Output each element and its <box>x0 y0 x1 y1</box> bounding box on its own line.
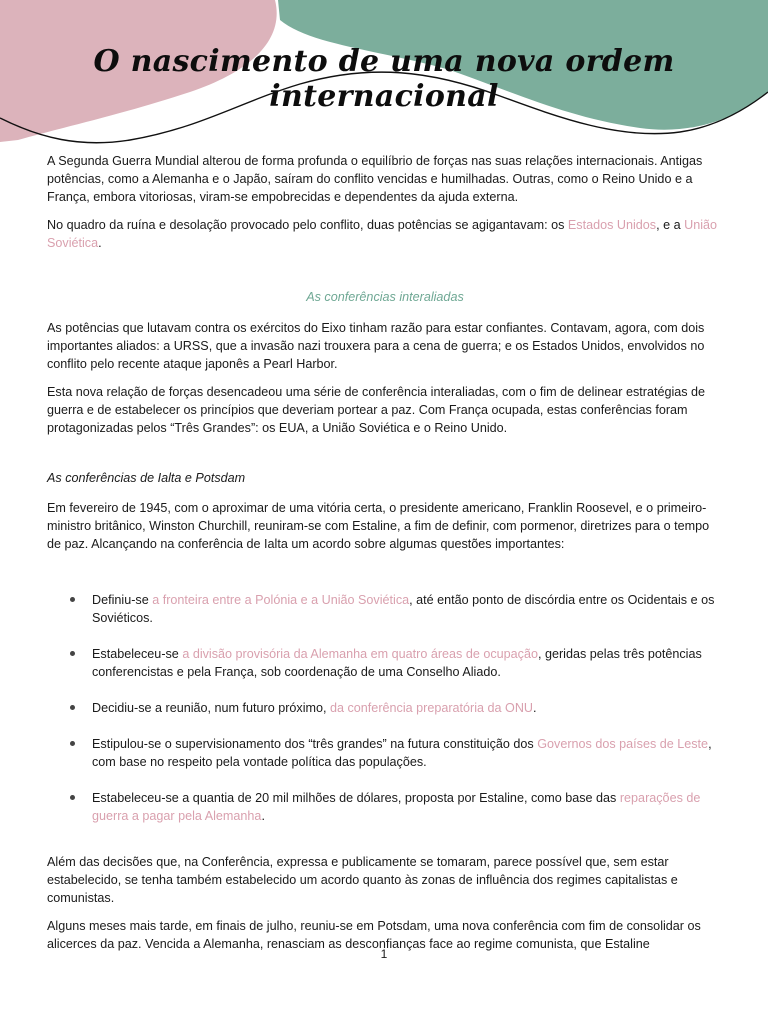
decorative-header <box>0 0 768 150</box>
bullet-icon <box>70 795 75 800</box>
section-title-conferencias: As conferências interaliadas <box>306 290 464 304</box>
text-run: , e a <box>656 218 685 232</box>
after-list-paragraph-1: Além das decisões que, na Conferência, expressa e publicamente se tomaram, parece possível que, sem estar estabelecido, se tenha também estabelecido um acordo quanto às zonas de influência dos regimes capitalistas e comunistas. <box>47 855 678 905</box>
after-list-paragraph-2: Alguns meses mais tarde, em finais de julho, reuniu-se em Potsdam, uma nova conferência com fim de consolidar os alicerces da paz. Vencida a Alemanha, renasciam as desconfianças face ao regime comunista, que Estaline <box>47 919 701 951</box>
document-body <box>47 152 723 963</box>
text-run: No quadro da ruína e desolação provocado pelo conflito, duas potências se agigantavam: os <box>47 218 568 232</box>
highlight-uniao-sovietica: União Soviética <box>47 218 718 250</box>
list-item: Decidiu-se a reunião, num futuro próximo, da conferência preparatória da ONU. <box>47 699 723 717</box>
decisions-list <box>47 591 723 825</box>
highlight-estados-unidos: Estados Unidos <box>567 218 657 232</box>
bullet-icon <box>70 705 75 710</box>
text-run: . <box>98 236 102 250</box>
list-item: Estabeleceu-se a quantia de 20 mil milhões de dólares, proposta por Estaline, como base das reparações de guerra a pagar pela Alemanha. <box>47 789 723 825</box>
intro-paragraph-1: A Segunda Guerra Mundial alterou de forma profunda o equilíbrio de forças nas suas relações internacionais. Antigas potências, como a Alemanha e o Japão, saíram do conflito vencidas e humilhadas. Outras, como o Reino Unido e a França, embora vitoriosas, viram-se empobrecidas e dependentes da ajuda externa. <box>47 154 703 204</box>
list-item: Estipulou-se o supervisionamento dos “três grandes” na futura constituição dos Governos dos países de Leste, com base no respeito pela vontade política das populações. <box>47 735 723 771</box>
section1-paragraph-2: Esta nova relação de forças desencadeou uma série de conferência interaliadas, com o fim de delinear estratégias de guerra e de estabelecer os princípios que deveriam portear a paz. Com França ocupada, estas conferências foram protagonizadas pelos “Três Grandes”: os EUA, a União Soviética e o Reino Unido. <box>47 385 706 435</box>
list-item: Estabeleceu-se a divisão provisória da Alemanha em quatro áreas de ocupação, geridas pelas três potências conferencistas e pela França, sob coordenação de uma Conselho Aliado. <box>47 645 723 681</box>
list-item: Definiu-se a fronteira entre a Polónia e a União Soviética, até então ponto de discórdia entre os Ocidentais e os Soviéticos. <box>47 591 723 627</box>
bullet-icon <box>70 597 75 602</box>
page-number: 1 <box>380 947 388 961</box>
page-title: O nascimento de uma nova ordem internacional <box>93 44 675 114</box>
bullet-icon <box>70 741 75 746</box>
bullet-icon <box>70 651 75 656</box>
subheading-ialta-potsdam: As conferências de Ialta e Potsdam <box>47 471 246 485</box>
intro-paragraph-2 <box>47 216 723 252</box>
section2-paragraph-1: Em fevereiro de 1945, com o aproximar de uma vitória certa, o presidente americano, Franklin Roosevel, e o primeiro-ministro britânico, Winston Churchill, reuniram-se com Estaline, a fim de definir, com pormenor, diretrizes para o tempo de paz. Alcançando na conferência de Ialta um acordo sobre algumas questões importantes: <box>47 501 710 551</box>
section1-paragraph-1: As potências que lutavam contra os exércitos do Eixo tinham razão para estar confiantes. Contavam, agora, com dois importantes aliados: a URSS, que a invasão nazi trouxera para a cena de guerra; e os Estados Unidos, envolvidos no conflito pelo recente ataque japonês a Pearl Harbor. <box>47 321 705 371</box>
